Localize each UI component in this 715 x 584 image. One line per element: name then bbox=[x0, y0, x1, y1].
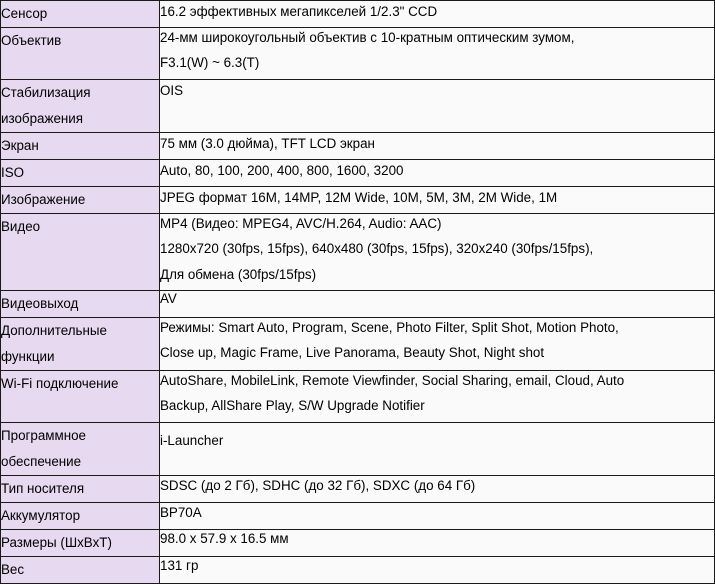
spec-value-line: 16.2 эффективных мегапикселей 1/2.3" CCD bbox=[160, 4, 438, 19]
spec-label: Сенсор bbox=[1, 1, 160, 28]
spec-row-software bbox=[1, 423, 715, 476]
specs-table-body bbox=[1, 1, 715, 584]
spec-label: Видеовыход bbox=[1, 291, 160, 318]
spec-value bbox=[160, 187, 715, 214]
spec-value bbox=[160, 133, 715, 160]
spec-value-line: Backup, AllShare Play, S/W Upgrade Notifier bbox=[160, 398, 425, 413]
spec-value-line: AV bbox=[160, 291, 177, 306]
spec-value-line: F3.1(W) ~ 6.3(T) bbox=[160, 55, 260, 70]
spec-value bbox=[160, 530, 715, 557]
spec-row-iso bbox=[1, 160, 715, 187]
spec-label: Стабилизация изображения bbox=[1, 80, 160, 133]
spec-row-screen bbox=[1, 133, 715, 160]
spec-value-line: AutoShare, MobileLink, Remote Viewfinder, Social Sharing, email, Cloud, Auto bbox=[160, 373, 625, 388]
spec-label: Вес bbox=[1, 557, 160, 584]
spec-value-line: Auto, 80, 100, 200, 400, 800, 1600, 3200 bbox=[160, 163, 404, 178]
spec-label: Размеры (ШхВхТ) bbox=[1, 530, 160, 557]
spec-row-video-out bbox=[1, 291, 715, 318]
spec-value-line: OIS bbox=[160, 83, 184, 98]
spec-value-line: SDSC (до 2 Гб), SDHC (до 32 Гб), SDXC (до 64 Гб) bbox=[160, 478, 476, 493]
spec-value-line: 75 мм (3.0 дюйма), TFT LCD экран bbox=[160, 136, 375, 151]
spec-value bbox=[160, 160, 715, 187]
spec-value bbox=[160, 503, 715, 530]
spec-row-dimensions bbox=[1, 530, 715, 557]
spec-value bbox=[160, 371, 715, 423]
spec-label: Объектив bbox=[1, 28, 160, 80]
spec-value-line: BP70A bbox=[160, 505, 202, 520]
spec-label: Изображение bbox=[1, 187, 160, 214]
spec-label: ISO bbox=[1, 160, 160, 187]
spec-row-image bbox=[1, 187, 715, 214]
spec-label: Экран bbox=[1, 133, 160, 160]
spec-row-battery bbox=[1, 503, 715, 530]
spec-value bbox=[160, 318, 715, 371]
spec-value-line: 131 гр bbox=[160, 558, 199, 573]
spec-value-line: Close up, Magic Frame, Live Panorama, Beauty Shot, Night shot bbox=[160, 345, 545, 360]
spec-row-wifi bbox=[1, 371, 715, 423]
spec-row-media bbox=[1, 476, 715, 503]
spec-value bbox=[160, 214, 715, 291]
spec-row-video bbox=[1, 214, 715, 291]
spec-label: Дополнительные функции bbox=[1, 318, 160, 371]
spec-row-features bbox=[1, 318, 715, 371]
spec-label: Тип носителя bbox=[1, 476, 160, 503]
spec-label: Программное обеспечение bbox=[1, 423, 160, 476]
spec-value bbox=[160, 423, 715, 476]
spec-label: Видео bbox=[1, 214, 160, 291]
spec-value-line: Для обмена (30fps/15fps) bbox=[160, 267, 317, 282]
spec-value bbox=[160, 28, 715, 80]
spec-value-line: Режимы: Smart Auto, Program, Scene, Photo Filter, Split Shot, Motion Photo, bbox=[160, 320, 619, 335]
spec-row-weight bbox=[1, 557, 715, 584]
spec-value-line: 98.0 x 57.9 x 16.5 мм bbox=[160, 531, 289, 546]
spec-value bbox=[160, 557, 715, 584]
spec-value bbox=[160, 1, 715, 28]
spec-row-stabilization bbox=[1, 80, 715, 133]
spec-value bbox=[160, 80, 715, 133]
spec-label: Wi-Fi подключение bbox=[1, 371, 160, 423]
spec-value bbox=[160, 291, 715, 318]
spec-label: Аккумулятор bbox=[1, 503, 160, 530]
spec-value-line: 24-мм широкоугольный объектив с 10-кратным оптическим зумом, bbox=[160, 30, 575, 45]
spec-value-line: 1280x720 (30fps, 15fps), 640x480 (30fps, 15fps), 320x240 (30fps/15fps), bbox=[160, 241, 594, 256]
spec-value-line: MP4 (Видео: MPEG4, AVC/H.264, Audio: AAC) bbox=[160, 216, 442, 231]
spec-value-line: i-Launcher bbox=[160, 433, 224, 448]
spec-value bbox=[160, 476, 715, 503]
spec-row-sensor bbox=[1, 1, 715, 28]
spec-row-lens bbox=[1, 28, 715, 80]
spec-value-line: JPEG формат 16M, 14MP, 12M Wide, 10M, 5M, 3M, 2M Wide, 1M bbox=[160, 190, 558, 205]
